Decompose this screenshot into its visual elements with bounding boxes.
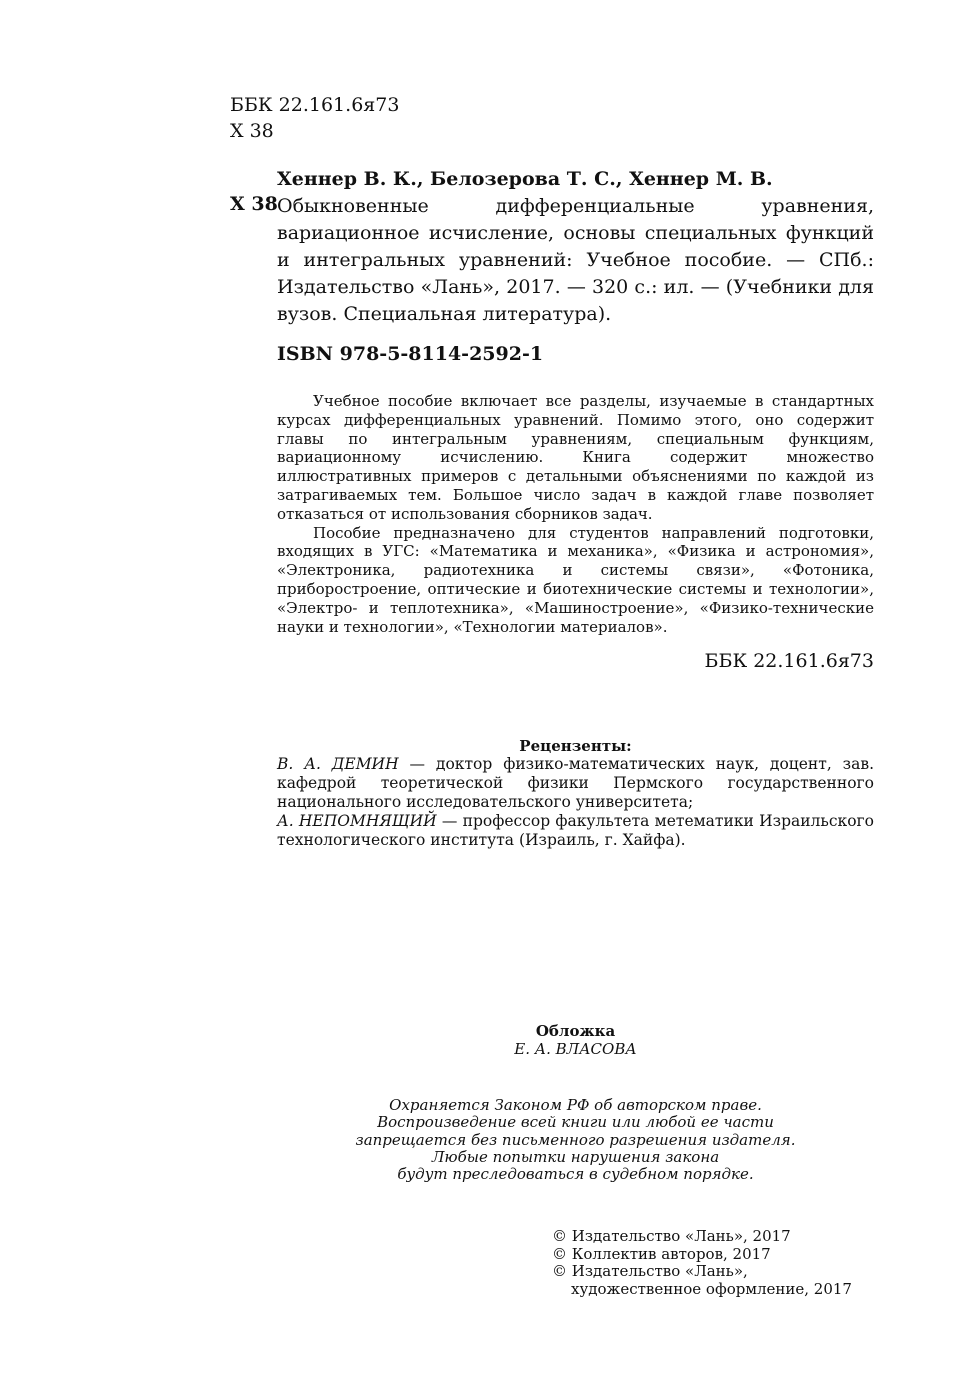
- classification-codes: [230, 92, 399, 144]
- cover-designer: Е. А. ВЛАСОВА: [514, 1040, 637, 1058]
- bbk-code-header: ББК 22.161.6я73: [230, 94, 400, 116]
- reviewer-info: — доктор физико-математических наук, доцент, зав. кафедрой теоретической физики Пермского государственного национального исследовательского университета;: [277, 755, 874, 811]
- copyright-notice: [277, 1097, 874, 1183]
- annotation-paragraph: Пособие предназначено для студентов направлений подготовки, входящих в УГС: «Математика и механика», «Физика и астрономия», «Электроника, радиотехника и системы связи», «Фотоника, приборостроение, оптические и биотехнические системы и технологии», «Электро- и теплотехника», «Машиностроение», «Физико-технические науки и технологии», «Технологии материалов».: [277, 523, 874, 636]
- copyright-line: © Издательство «Лань», 2017: [552, 1227, 791, 1245]
- annotation-paragraph: Учебное пособие включает все разделы, изучаемые в стандартных курсах дифференциальных уравнений. Помимо этого, оно содержит главы по интегральным уравнениям, специальным функциям, вариационному исчислению. Книга содержит множество иллюстративных примеров с детальными объяснениями по каждой из затрагиваемых тем. Большое число задач в каждой главе позволяет отказаться от использования сборников задач.: [277, 392, 874, 523]
- bbk-code-footer: ББК 22.161.6я73: [704, 650, 874, 672]
- reviewer-name: В. А. ДЕМИН: [277, 755, 399, 773]
- copyright-block: [552, 1228, 852, 1298]
- copyright-line: © Издательство «Лань»,: [552, 1262, 748, 1280]
- legal-line: Любые попытки нарушения закона: [431, 1147, 720, 1166]
- bibliographic-description: Обыкновенные дифференциальные уравнения, вариационное исчисление, основы специальных функций и интегральных уравнений: Учебное пособие. — СПб.: Издательство «Лань», 2017. — 320 с.: ил. — (Учебники для вузов. Специальная литература).: [277, 195, 874, 325]
- reviewer-info: — профессор факультета метематики Израильского технологического института (Израиль, г. Хайфа).: [277, 812, 874, 849]
- reviewers-title: Рецензенты:: [519, 737, 632, 755]
- legal-line: Охраняется Законом РФ об авторском праве.: [389, 1096, 762, 1114]
- reviewer-entry: [277, 812, 874, 850]
- reviewer-name: А. НЕПОМНЯЩИЙ: [277, 812, 437, 830]
- legal-line: будут преследоваться в судебном порядке.: [397, 1165, 754, 1184]
- annotation: [277, 392, 874, 636]
- reviewers-list: [277, 755, 874, 850]
- copyright-line: художественное оформление, 2017: [571, 1279, 852, 1298]
- authors-line: Хеннер В. К., Белозерова Т. С., Хеннер М. В.: [277, 168, 773, 190]
- legal-line: запрещается без письменного разрешения издателя.: [355, 1130, 796, 1149]
- reviewer-entry: [277, 755, 874, 812]
- author-sign: Х 38: [230, 120, 274, 142]
- cover-credit: [277, 1022, 874, 1058]
- cover-title: Обложка: [535, 1022, 616, 1040]
- margin-author-sign: Х 38: [230, 193, 278, 215]
- copyright-line: © Коллектив авторов, 2017: [552, 1244, 771, 1263]
- isbn: ISBN 978-5-8114-2592-1: [277, 343, 544, 365]
- legal-line: Воспроизведение всей книги или любой ее части: [377, 1113, 774, 1132]
